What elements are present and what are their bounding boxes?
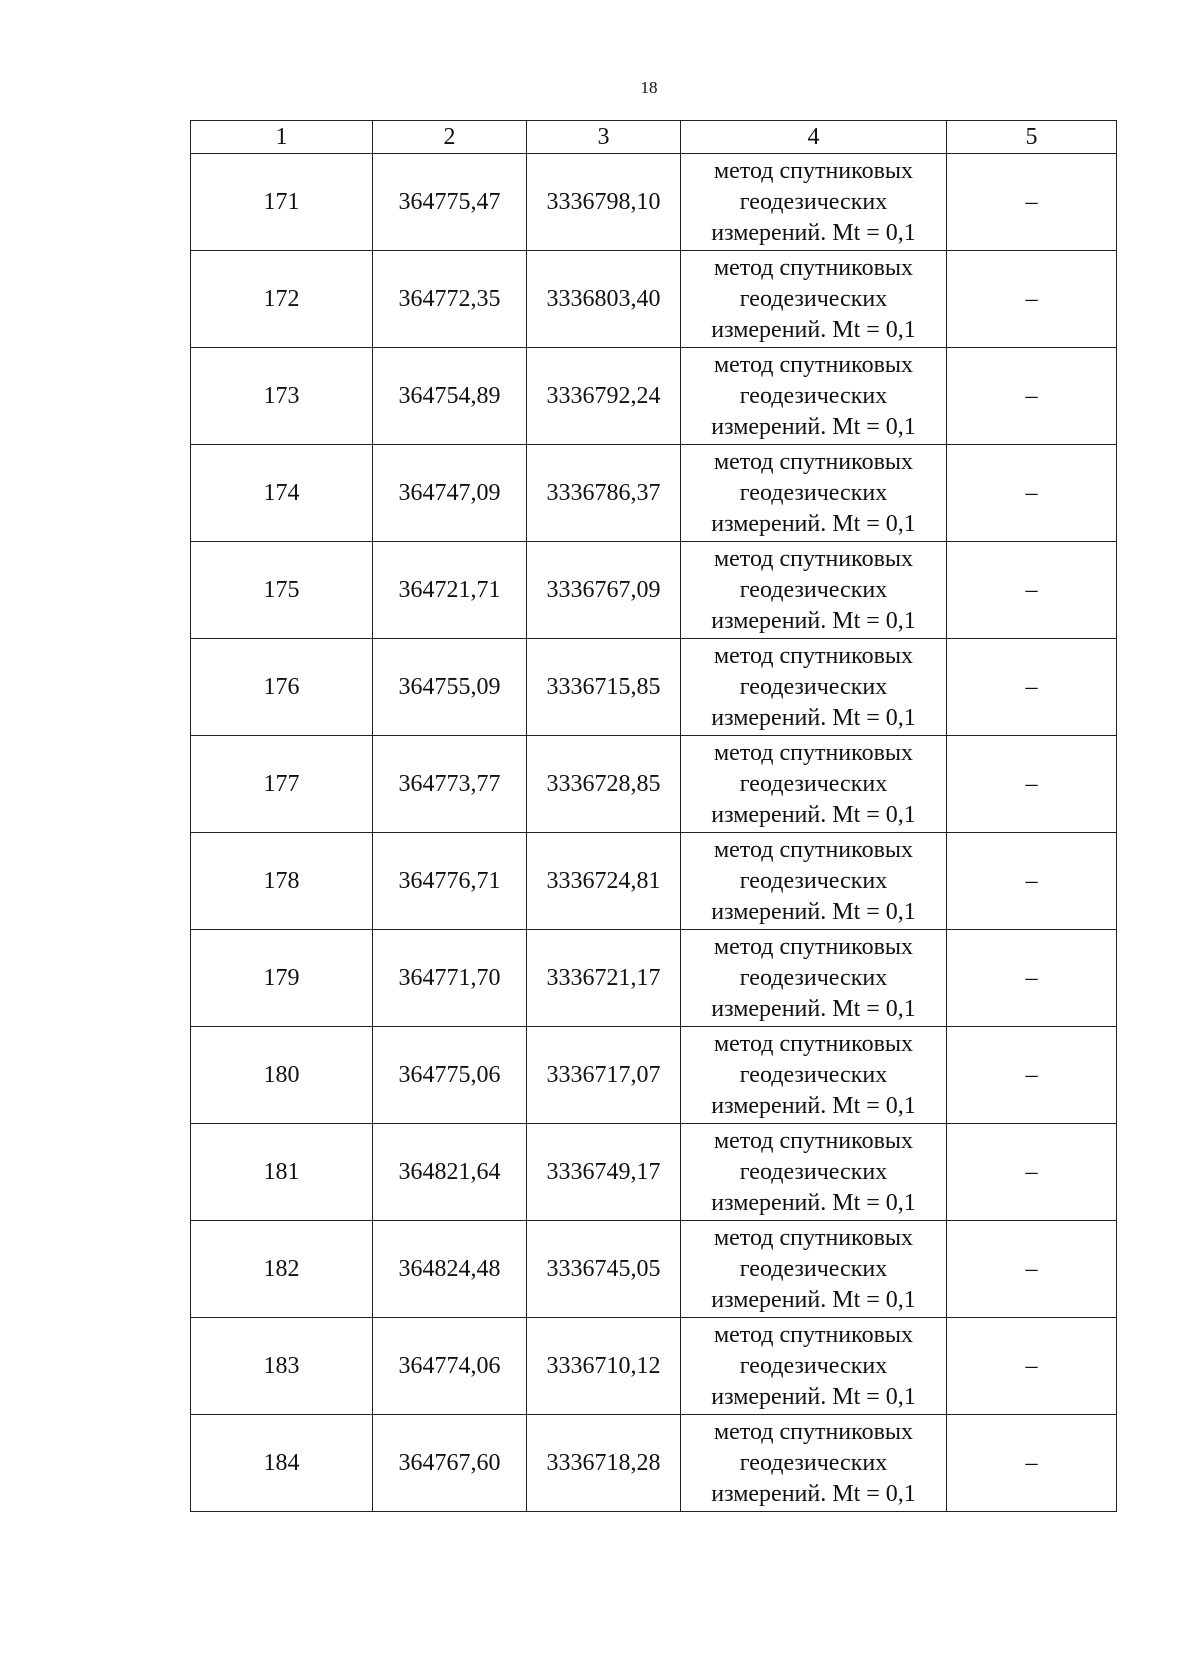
method-line: геодезических: [739, 770, 888, 797]
note-cell: –: [947, 930, 1117, 1027]
note-cell: –: [947, 348, 1117, 445]
method-line: измерений. Mt = 0,1: [711, 510, 916, 537]
method-cell: [681, 251, 947, 348]
method-cell: [681, 1027, 947, 1124]
coordinate-x-cell: 364767,60: [373, 1415, 527, 1512]
note-cell: –: [947, 445, 1117, 542]
coordinate-x-cell: 364774,06: [373, 1318, 527, 1415]
method-line: измерений. Mt = 0,1: [711, 1480, 916, 1507]
table-body: [191, 154, 1117, 1512]
table-row: [191, 154, 1117, 251]
coordinate-x-cell: 364773,77: [373, 736, 527, 833]
method-line: геодезических: [739, 1352, 888, 1379]
method-line: метод спутниковых: [713, 351, 914, 378]
note-cell: –: [947, 833, 1117, 930]
method-cell: [681, 930, 947, 1027]
note-cell: –: [947, 1221, 1117, 1318]
method-line: геодезических: [739, 285, 888, 312]
coordinate-x-cell: 364821,64: [373, 1124, 527, 1221]
header-col-3: 3: [527, 121, 681, 154]
point-number-cell: 172: [191, 251, 373, 348]
note-cell: –: [947, 1318, 1117, 1415]
note-cell: –: [947, 639, 1117, 736]
method-cell: [681, 154, 947, 251]
note-cell: –: [947, 542, 1117, 639]
method-line: метод спутниковых: [713, 642, 914, 669]
method-line: геодезических: [739, 1449, 888, 1476]
table-row: [191, 1415, 1117, 1512]
method-line: геодезических: [739, 382, 888, 409]
method-line: метод спутниковых: [713, 1418, 914, 1445]
point-number-cell: 173: [191, 348, 373, 445]
table-row: [191, 1221, 1117, 1318]
table-row: [191, 930, 1117, 1027]
method-cell: [681, 1124, 947, 1221]
note-cell: –: [947, 1027, 1117, 1124]
method-line: метод спутниковых: [713, 1224, 914, 1251]
coordinate-x-cell: 364755,09: [373, 639, 527, 736]
table-row: [191, 833, 1117, 930]
header-col-5: 5: [947, 121, 1117, 154]
method-line: метод спутниковых: [713, 933, 914, 960]
table-row: [191, 348, 1117, 445]
table-row: [191, 1027, 1117, 1124]
note-cell: –: [947, 1124, 1117, 1221]
coordinate-y-cell: 3336803,40: [527, 251, 681, 348]
method-line: геодезических: [739, 1061, 888, 1088]
coordinate-x-cell: 364771,70: [373, 930, 527, 1027]
method-line: измерений. Mt = 0,1: [711, 1189, 916, 1216]
method-cell: [681, 833, 947, 930]
method-cell: [681, 1415, 947, 1512]
point-number-cell: 175: [191, 542, 373, 639]
point-number-cell: 184: [191, 1415, 373, 1512]
table-row: [191, 736, 1117, 833]
method-line: геодезических: [739, 576, 888, 603]
method-cell: [681, 639, 947, 736]
method-line: метод спутниковых: [713, 254, 914, 281]
point-number-cell: 174: [191, 445, 373, 542]
coordinate-y-cell: 3336767,09: [527, 542, 681, 639]
coordinate-x-cell: 364776,71: [373, 833, 527, 930]
table-row: [191, 639, 1117, 736]
point-number-cell: 176: [191, 639, 373, 736]
page-number: 18: [640, 78, 658, 97]
coordinate-y-cell: 3336718,28: [527, 1415, 681, 1512]
method-line: измерений. Mt = 0,1: [711, 995, 916, 1022]
method-line: геодезических: [739, 188, 888, 215]
method-line: измерений. Mt = 0,1: [711, 1092, 916, 1119]
point-number-cell: 177: [191, 736, 373, 833]
method-line: метод спутниковых: [713, 1127, 914, 1154]
coordinate-y-cell: 3336728,85: [527, 736, 681, 833]
coordinate-x-cell: 364721,71: [373, 542, 527, 639]
coordinate-y-cell: 3336721,17: [527, 930, 681, 1027]
coordinate-x-cell: 364772,35: [373, 251, 527, 348]
coordinate-y-cell: 3336715,85: [527, 639, 681, 736]
method-line: метод спутниковых: [713, 448, 914, 475]
note-cell: –: [947, 736, 1117, 833]
table-row: [191, 1318, 1117, 1415]
method-cell: [681, 1221, 947, 1318]
method-cell: [681, 542, 947, 639]
point-number-cell: 182: [191, 1221, 373, 1318]
coordinate-y-cell: 3336792,24: [527, 348, 681, 445]
coordinate-y-cell: 3336724,81: [527, 833, 681, 930]
coordinate-y-cell: 3336798,10: [527, 154, 681, 251]
method-line: геодезических: [739, 1255, 888, 1282]
method-cell: [681, 445, 947, 542]
method-cell: [681, 348, 947, 445]
coordinate-y-cell: 3336710,12: [527, 1318, 681, 1415]
coordinate-y-cell: 3336717,07: [527, 1027, 681, 1124]
method-line: измерений. Mt = 0,1: [711, 1286, 916, 1313]
method-line: метод спутниковых: [713, 1321, 914, 1348]
method-line: метод спутниковых: [713, 836, 914, 863]
method-line: метод спутниковых: [713, 1030, 914, 1057]
header-col-1: 1: [191, 121, 373, 154]
point-number-cell: 179: [191, 930, 373, 1027]
coordinate-x-cell: 364775,06: [373, 1027, 527, 1124]
method-cell: [681, 736, 947, 833]
method-line: измерений. Mt = 0,1: [711, 607, 916, 634]
coordinate-x-cell: 364824,48: [373, 1221, 527, 1318]
coordinate-x-cell: 364747,09: [373, 445, 527, 542]
method-line: геодезических: [739, 1158, 888, 1185]
method-line: метод спутниковых: [713, 739, 914, 766]
point-number-cell: 171: [191, 154, 373, 251]
coordinate-x-cell: 364775,47: [373, 154, 527, 251]
table-row: [191, 542, 1117, 639]
point-number-cell: 183: [191, 1318, 373, 1415]
method-line: измерений. Mt = 0,1: [711, 704, 916, 731]
method-line: измерений. Mt = 0,1: [711, 316, 916, 343]
method-line: измерений. Mt = 0,1: [711, 219, 916, 246]
coordinate-y-cell: 3336786,37: [527, 445, 681, 542]
method-line: измерений. Mt = 0,1: [711, 801, 916, 828]
header-col-2: 2: [373, 121, 527, 154]
header-col-4: 4: [681, 121, 947, 154]
note-cell: –: [947, 251, 1117, 348]
point-number-cell: 178: [191, 833, 373, 930]
point-number-cell: 180: [191, 1027, 373, 1124]
coordinate-x-cell: 364754,89: [373, 348, 527, 445]
point-number-cell: 181: [191, 1124, 373, 1221]
method-line: измерений. Mt = 0,1: [711, 1383, 916, 1410]
note-cell: –: [947, 1415, 1117, 1512]
table-header-row: [191, 121, 1117, 154]
coordinate-y-cell: 3336745,05: [527, 1221, 681, 1318]
method-line: геодезических: [739, 867, 888, 894]
coordinates-table: [190, 120, 1117, 1512]
method-line: геодезических: [739, 479, 888, 506]
method-cell: [681, 1318, 947, 1415]
method-line: геодезических: [739, 673, 888, 700]
table-row: [191, 251, 1117, 348]
method-line: геодезических: [739, 964, 888, 991]
method-line: измерений. Mt = 0,1: [711, 413, 916, 440]
note-cell: –: [947, 154, 1117, 251]
table-row: [191, 445, 1117, 542]
table-row: [191, 1124, 1117, 1221]
method-line: метод спутниковых: [713, 545, 914, 572]
method-line: измерений. Mt = 0,1: [711, 898, 916, 925]
method-line: метод спутниковых: [713, 157, 914, 184]
coordinate-y-cell: 3336749,17: [527, 1124, 681, 1221]
